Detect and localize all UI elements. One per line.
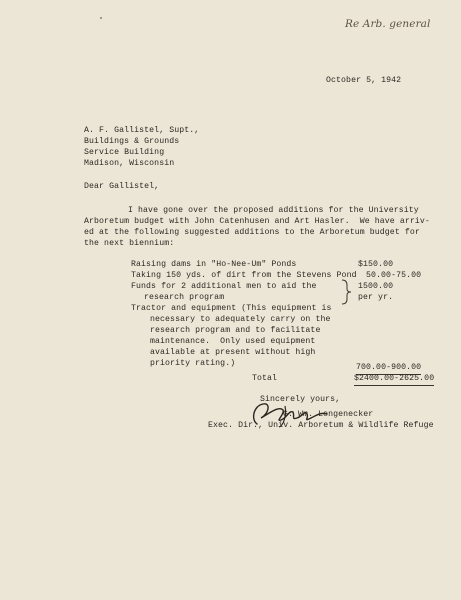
item-taking-dirt-amount: 50.00-75.00 (366, 271, 422, 280)
item-raising-dams: Raising dams in "Ho-Nee-Um" Ponds (131, 260, 297, 269)
item-funds-unit: per yr. (358, 293, 394, 302)
address-line-4: Madison, Wisconsin (84, 159, 175, 168)
body-line-2: Arboretum budget with John Catenhusen and Art Hasler. We have arriv- (84, 217, 430, 226)
body-line-4: the next biennium: (84, 239, 175, 248)
total-amount: $2400.00-2625.00 (354, 374, 434, 386)
brace-symbol (340, 279, 352, 310)
item-tractor-amount: 700.00-900.00 (356, 363, 421, 375)
item-funds-amount: 1500.00 (358, 282, 394, 291)
address-line-3: Service Building (84, 148, 165, 157)
item-tractor-line-6: priority rating.) (150, 359, 236, 368)
address-line-1: A. F. Gallistel, Supt., (84, 126, 200, 135)
letter-date: October 5, 1942 (326, 76, 402, 85)
item-taking-dirt: Taking 150 yds. of dirt from the Stevens Pond (131, 271, 357, 280)
address-line-2: Buildings & Grounds (84, 137, 180, 146)
item-tractor-line-2: necessary to adequately carry on the (150, 315, 331, 324)
handwritten-annotation: Re Arb. general (345, 18, 431, 30)
item-tractor-line-4: maintenance. Only used equipment (150, 337, 316, 346)
total-label: Total (252, 374, 278, 383)
item-funds-line-2: research program (144, 293, 225, 302)
body-line-3: ed at the following suggested additions to the Arboretum budget for (84, 228, 420, 237)
signer-name: G. Wm. Longenecker (283, 410, 374, 419)
closing: Sincerely yours, (260, 395, 341, 404)
item-tractor-line-5: available at present without high (150, 348, 316, 357)
salutation: Dear Gallistel, (84, 182, 160, 191)
signer-title: Exec. Dir., Univ. Arboretum & Wildlife Refuge (208, 421, 434, 430)
item-raising-dams-amount: $150.00 (358, 260, 394, 269)
item-tractor-line-3: research program and to facilitate (150, 326, 321, 335)
body-line-1: I have gone over the proposed additions for the University (128, 206, 419, 215)
item-funds-line-1: Funds for 2 additional men to aid the (131, 282, 317, 291)
item-tractor-line-1: Tractor and equipment (This equipment is (131, 304, 332, 313)
paper-speck (100, 17, 102, 19)
